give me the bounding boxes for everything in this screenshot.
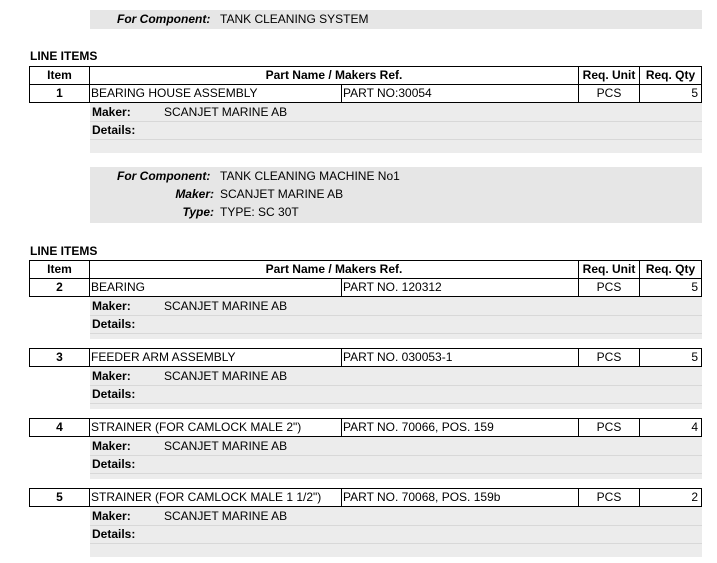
component-value: TANK CLEANING SYSTEM [220,12,369,26]
req-qty: 4 [639,418,702,437]
component-banner-1 [90,10,702,29]
req-unit: PCS [578,278,640,297]
req-unit: PCS [578,348,640,367]
item-details-block [90,297,702,339]
maker-label: Maker: [92,105,131,119]
part-name: FEEDER ARM ASSEMBLY [89,348,342,367]
maker-value: SCANJET MARINE AB [220,187,344,201]
part-ref: PART NO. 70066, POS. 159 [341,418,579,437]
maker-label: Maker: [92,369,131,383]
item-number: 1 [29,84,90,103]
header-item: Item [29,260,90,279]
header-unit: Req. Unit [578,66,640,85]
component-banner-2 [90,167,702,223]
maker-label: Maker: [92,509,131,523]
details-label: Details: [92,387,136,401]
req-qty: 5 [639,84,702,103]
maker-value: SCANJET MARINE AB [164,509,288,523]
item-number: 4 [29,418,90,437]
details-label: Details: [92,527,136,541]
details-label: Details: [92,317,136,331]
header-part: Part Name / Makers Ref. [89,260,579,279]
details-label: Details: [92,457,136,471]
type-value: TYPE: SC 30T [220,205,299,219]
req-qty: 5 [639,278,702,297]
line-items-title: LINE ITEMS [30,49,98,63]
item-details-block [90,437,702,479]
req-qty: 5 [639,348,702,367]
item-number: 5 [29,488,90,507]
item-number: 3 [29,348,90,367]
item-details-block [90,103,702,153]
details-label: Details: [92,123,136,137]
part-name: STRAINER (FOR CAMLOCK MALE 2") [89,418,342,437]
maker-value: SCANJET MARINE AB [164,439,288,453]
part-ref: PART NO:30054 [341,84,579,103]
part-name: BEARING [89,278,342,297]
component-value: TANK CLEANING MACHINE No1 [220,169,400,183]
maker-label: Maker: [175,187,214,201]
req-unit: PCS [578,488,640,507]
component-label: For Component: [117,12,211,26]
maker-value: SCANJET MARINE AB [164,369,288,383]
part-ref: PART NO. 120312 [341,278,579,297]
part-ref: PART NO. 030053-1 [341,348,579,367]
header-item: Item [29,66,90,85]
req-unit: PCS [578,418,640,437]
line-items-title: LINE ITEMS [30,244,98,258]
item-number: 2 [29,278,90,297]
item-details-block [90,507,702,557]
maker-label: Maker: [92,439,131,453]
part-name: STRAINER (FOR CAMLOCK MALE 1 1/2") [89,488,342,507]
header-unit: Req. Unit [578,260,640,279]
component-label: For Component: [117,169,211,183]
type-label: Type: [182,205,214,219]
part-ref: PART NO. 70068, POS. 159b [341,488,579,507]
maker-label: Maker: [92,299,131,313]
maker-value: SCANJET MARINE AB [164,299,288,313]
header-qty: Req. Qty [639,260,702,279]
req-unit: PCS [578,84,640,103]
maker-value: SCANJET MARINE AB [164,105,288,119]
header-qty: Req. Qty [639,66,702,85]
req-qty: 2 [639,488,702,507]
header-part: Part Name / Makers Ref. [89,66,579,85]
part-name: BEARING HOUSE ASSEMBLY [89,84,342,103]
item-details-block [90,367,702,409]
